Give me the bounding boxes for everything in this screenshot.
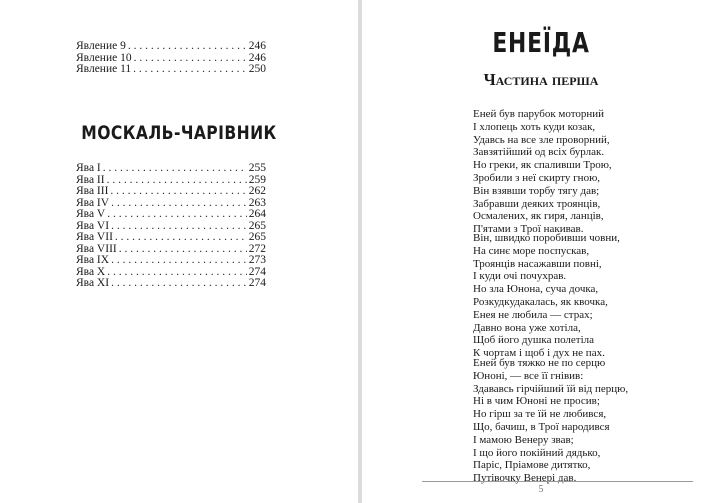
toc-leader-dots	[119, 244, 247, 256]
verse-line: Путівочку Венері дав.	[473, 472, 577, 485]
toc-entry-label: Ява III	[76, 185, 109, 197]
toc-entry-page: 250	[248, 63, 266, 75]
toc-entry-label: Ява V	[76, 208, 106, 220]
toc-entry-page: 272	[248, 242, 266, 255]
toc-entry	[76, 64, 266, 76]
verse-line: Осмалених, як гиря, ланців,	[473, 210, 604, 223]
toc-entry	[76, 255, 266, 267]
toc-leader-dots	[107, 175, 247, 187]
toc-entry-label: Ява II	[76, 173, 105, 186]
toc-entry-page: 264	[248, 208, 266, 220]
verse-line: Здававсь гірчійший їй від перцю,	[473, 382, 629, 395]
toc-leader-dots	[103, 163, 247, 175]
toc-entry-page: 246	[248, 51, 266, 64]
toc-entry	[76, 41, 266, 53]
toc-leader-dots	[133, 64, 247, 76]
toc-entry-label: Ява VII	[76, 231, 113, 243]
verse-line: Ні в чим Юноні не просив;	[473, 395, 600, 408]
verse-line: Но зла Юнона, суча дочка,	[473, 283, 599, 296]
toc-entry-page: 273	[248, 254, 266, 266]
verse-line: К чортам і щоб і дух не пах.	[473, 347, 605, 360]
verse-line: Троянців насажавши повні,	[473, 257, 602, 270]
toc-entry-label: Ява IV	[76, 196, 110, 209]
toc-entry-page: 262	[248, 185, 266, 197]
toc-top	[76, 41, 266, 76]
work-title: ЕНЕЇДА	[492, 26, 590, 59]
right-page	[362, 0, 720, 503]
toc-entry-page: 259	[248, 173, 266, 186]
toc-entry	[76, 209, 266, 221]
left-page	[0, 0, 358, 503]
verse-line: Він взявши торбу тягу дав;	[473, 184, 600, 197]
toc-leader-dots	[111, 255, 247, 267]
toc-entry	[76, 186, 266, 198]
verse-line: Що, бачиш, в Трої народився	[473, 420, 610, 433]
toc-main	[76, 163, 266, 290]
verse-line: Паріс, Пріамове дитятко,	[473, 459, 591, 472]
toc-entry-page: 274	[248, 265, 266, 278]
verse-line: Юноні, — все її гнівив:	[473, 369, 584, 382]
verse-line: П'ятами з Трої накивав.	[473, 223, 584, 236]
toc-entry-page: 265	[248, 219, 266, 232]
toc-leader-dots	[111, 278, 247, 290]
toc-entry-label: Ява X	[76, 265, 106, 278]
verse-line: Забравши деяких троянців,	[473, 197, 601, 210]
verse-line: І куди очі почухрав.	[473, 270, 567, 283]
toc-entry-label: Ява IX	[76, 254, 110, 266]
verse-line: Но греки, як спаливши Трою,	[473, 159, 612, 172]
toc-entry-label: Явление 9	[76, 40, 126, 52]
toc-entry-page: 265	[248, 231, 266, 243]
toc-leader-dots	[134, 53, 247, 65]
section-title: МОСКАЛЬ-ЧАРІВНИК	[81, 122, 277, 144]
verse-line: І що його покійний дядько,	[473, 446, 601, 459]
verse-line: Розкудкудакалась, як квочка,	[473, 295, 608, 308]
verse-line: Удавсь на все зле проворний,	[473, 133, 610, 146]
page-number: 5	[538, 484, 544, 495]
verse-line: Зробили з неї скирту гною,	[473, 171, 601, 184]
verse-line: Но гірш за те їй не любився,	[473, 408, 607, 421]
footer-rule	[422, 481, 693, 482]
verse-line: Давно вона уже хотіла,	[473, 321, 581, 334]
toc-leader-dots	[115, 232, 247, 244]
toc-entry	[76, 232, 266, 244]
toc-entry-label: Ява VIII	[76, 242, 117, 255]
toc-leader-dots	[107, 209, 247, 221]
toc-entry-label: Ява XI	[76, 277, 110, 289]
toc-leader-dots	[110, 186, 246, 198]
toc-leader-dots	[128, 41, 247, 53]
toc-entry	[76, 278, 266, 290]
toc-entry-page: 263	[248, 196, 266, 209]
toc-leader-dots	[107, 267, 247, 279]
verse-line: На синє море поспускав,	[473, 244, 590, 257]
verse-line: Еней був тяжко не по серцю	[473, 357, 606, 369]
stanza-1	[473, 108, 713, 236]
toc-leader-dots	[111, 221, 247, 233]
toc-entry-label: Ява I	[76, 162, 101, 174]
verse-line: Завзятійший од всіх бурлак.	[473, 146, 605, 159]
verse-line: Щоб його душка полетіла	[473, 334, 595, 347]
toc-entry-page: 246	[248, 40, 266, 52]
part-title: Частина перша	[483, 70, 599, 89]
toc-leader-dots	[111, 198, 247, 210]
verse-line: Еней був парубок моторний	[473, 108, 605, 120]
toc-entry-label: Ява VI	[76, 219, 110, 232]
verse-line: Він, швидко поробивши човни,	[473, 232, 620, 244]
stanza-2	[473, 232, 713, 360]
toc-entry	[76, 163, 266, 175]
toc-entry-page: 255	[248, 162, 266, 174]
toc-entry-label: Явление 11	[76, 63, 132, 75]
toc-entry-page: 274	[248, 277, 266, 289]
toc-entry-label: Явление 10	[76, 51, 132, 64]
verse-line: І мамою Венеру звав;	[473, 433, 574, 446]
stanza-3	[473, 357, 713, 485]
verse-line: І хлопець хоть куди козак,	[473, 120, 596, 133]
verse-line: Енея не любила — страх;	[473, 308, 593, 321]
